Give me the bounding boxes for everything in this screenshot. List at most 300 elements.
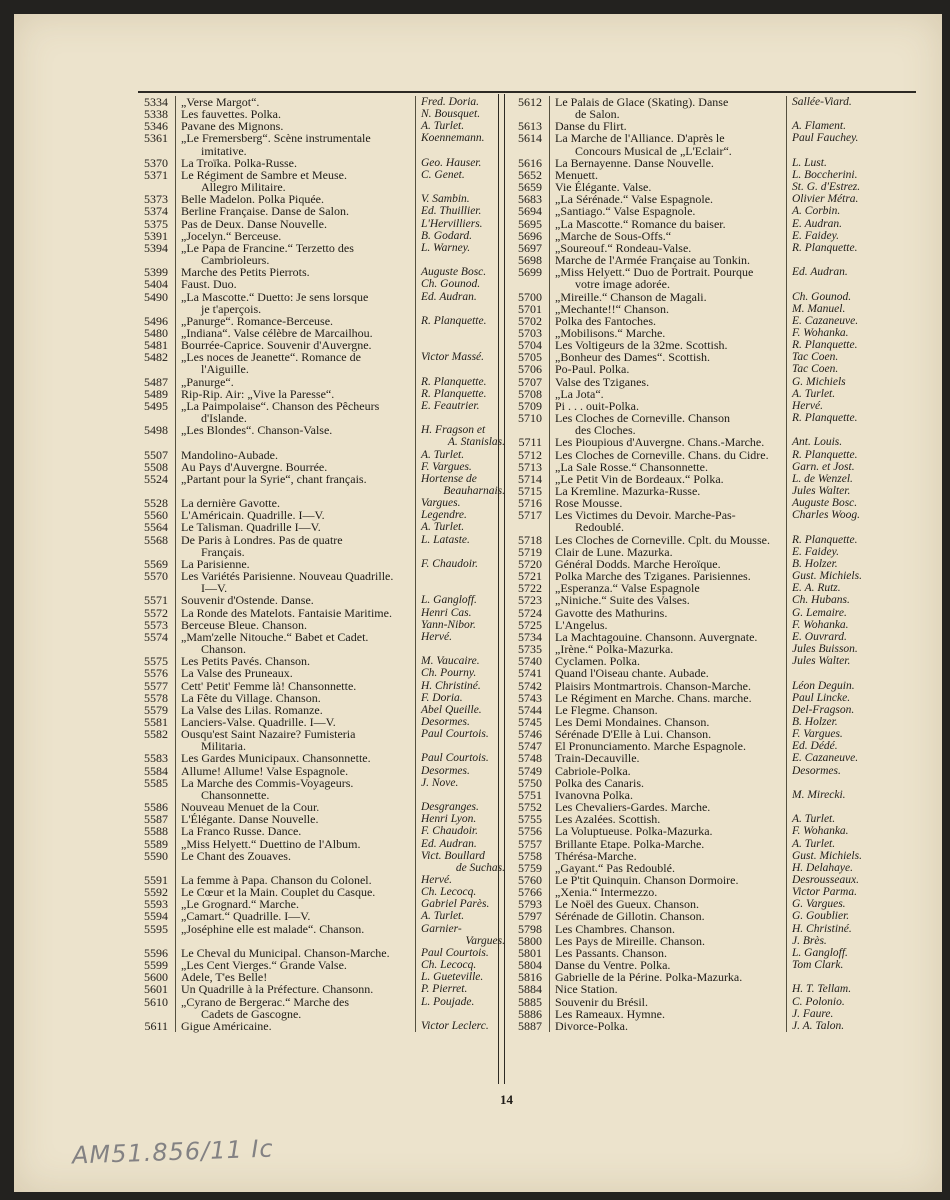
entry-title-text: Les Cloches de Corneville. Cplt. du Mousse.: [555, 532, 770, 547]
composer-name: Desgranges.: [421, 801, 479, 814]
column-rule: [168, 291, 176, 315]
entry-composer: [787, 400, 882, 412]
entry-composer: [787, 242, 882, 254]
column-rule: [542, 363, 550, 375]
column-rule: [542, 497, 550, 509]
entry-title-text: El Pronunciamento. Marche Espagnole.: [555, 739, 746, 754]
entry-title-text: Thérésa-Marche.: [555, 848, 637, 863]
composer-name: St. G. d'Estrez.: [792, 181, 861, 194]
entry-number: 5699: [518, 265, 542, 280]
column-rule: [542, 230, 550, 242]
entry-composer: [787, 740, 882, 752]
column-rule: [542, 607, 550, 619]
entry-composer: [787, 728, 882, 740]
composer-name: Henri Lyon.: [421, 813, 477, 826]
composer-name: Garnier-: [421, 922, 462, 935]
entry-composer: [416, 108, 505, 120]
column-rule: [542, 157, 550, 169]
composer-name: Del-Fragson.: [792, 703, 855, 716]
column-rule: [542, 996, 550, 1008]
column-rule: [542, 266, 550, 290]
entry-title: [550, 509, 782, 533]
entry-title-text: Brillante Etape. Polka-Marche.: [555, 836, 705, 851]
entry-composer: [416, 376, 505, 388]
entry-number: 5591: [144, 873, 168, 887]
entry-number: 5594: [144, 909, 168, 924]
column-rule: [168, 959, 176, 971]
composer-name: N. Bousquet.: [421, 108, 481, 121]
column-rule: [168, 132, 176, 156]
entry-composer: [787, 704, 882, 716]
entry-title-text: „La Mascotte.“ Duetto: Je sens lorsque: [181, 289, 369, 304]
catalog-entry: [512, 96, 882, 120]
composer-name: Vict. Boullard: [421, 849, 485, 862]
entry-title-text: Valse des Tziganes.: [555, 374, 650, 389]
entry-number: 5574: [144, 629, 168, 644]
entry-title-text: Les Voltigeurs de la 32me. Scottish.: [555, 338, 728, 353]
entry-number: 5748: [518, 751, 542, 766]
composer-name: R. Planquette.: [792, 241, 858, 254]
entry-composer: [416, 291, 505, 303]
entry-number: 5495: [144, 398, 168, 413]
entry-title-text: „Esperanza.“ Valse Espagnole: [555, 581, 700, 596]
entry-title-text: „La Sérénade.“ Valse Espagnole.: [555, 192, 714, 207]
column-rule: [542, 740, 550, 752]
column-rule: [168, 96, 176, 108]
entry-title-continuation: l'Aiguille.: [201, 362, 249, 377]
entry-title-text: Les Chambres. Chanson.: [555, 921, 675, 936]
composer-name: A. Turlet.: [421, 521, 465, 534]
composer-name: Ch. Hubans.: [792, 594, 850, 607]
entry-composer: [787, 765, 882, 777]
composer-name: P. Pierret.: [421, 983, 468, 996]
entry-number: 5577: [144, 678, 168, 693]
entry-composer: [416, 692, 505, 704]
entry-title-text: „Panurge“.: [181, 374, 234, 389]
entry-number: 5752: [518, 800, 542, 815]
composer-name: Paul Courtois.: [421, 728, 489, 741]
column-rule: [168, 886, 176, 898]
composer-name: R. Planquette.: [792, 533, 858, 546]
column-rule: [542, 655, 550, 667]
composer-name: Tac Coen.: [792, 363, 839, 376]
column-rule: [168, 825, 176, 837]
entry-number: 5375: [144, 216, 168, 231]
column-rule: [782, 667, 787, 679]
composer-name: A. Flament.: [792, 120, 846, 133]
composer-name: A. Turlet.: [792, 837, 836, 850]
entry-composer: [416, 509, 505, 521]
entry-number: 5708: [518, 386, 542, 401]
entry-composer: [416, 838, 505, 850]
catalog-entry: [512, 412, 882, 436]
column-rule: [542, 534, 550, 546]
entry-title-text: Gavotte des Mathurins.: [555, 605, 668, 620]
entry-number: 5801: [518, 945, 542, 960]
composer-name: Olivier Métra.: [792, 193, 859, 206]
composer-name: L. Lust.: [792, 156, 827, 169]
catalog-entry: [138, 631, 505, 655]
entry-composer: [787, 497, 882, 509]
entry-title-text: Les Rameaux. Hymne.: [555, 1006, 665, 1021]
composer-name: Tom Clark.: [792, 959, 844, 972]
entry-title: [176, 631, 411, 655]
entry-composer: [787, 558, 882, 570]
composer-name: F. Vargues.: [421, 460, 472, 473]
entry-composer: [787, 850, 882, 862]
entry-number: 5757: [518, 836, 542, 851]
entry-number: 5564: [144, 520, 168, 535]
entry-number: 5659: [518, 180, 542, 195]
entry-composer: [416, 971, 505, 983]
column-rule: [542, 813, 550, 825]
entry-title-text: „Joséphine elle est malade“. Chanson.: [181, 921, 365, 936]
column-rule: [542, 862, 550, 874]
composer-name: J. A. Talon.: [792, 1019, 845, 1032]
entry-title-text: „Mireille.“ Chanson de Magali.: [555, 289, 707, 304]
column-rule: [168, 971, 176, 983]
composer-name: Desormes.: [792, 764, 841, 777]
entry-number: 5698: [518, 253, 542, 268]
composer-name: B. Holzer.: [792, 557, 838, 570]
entry-title-text: „Irène.“ Polka-Mazurka.: [555, 642, 674, 657]
column-rule: [542, 838, 550, 850]
entry-number: 5710: [518, 411, 542, 426]
entry-title-continuation: imitative.: [201, 143, 247, 158]
entry-title: [176, 777, 411, 801]
entry-title-text: „Le Grognard.“ Marche.: [181, 897, 299, 912]
column-rule: [542, 546, 550, 558]
entry-composer: [416, 959, 505, 971]
entry-number: 5744: [518, 702, 542, 717]
column-rule: [542, 631, 550, 643]
entry-number: 5487: [144, 374, 168, 389]
entry-number: 5575: [144, 654, 168, 669]
entry-title-text: Général Dodds. Marche Heroïque.: [555, 556, 721, 571]
entry-number: 5571: [144, 593, 168, 608]
column-rule: [542, 388, 550, 400]
column-rule: [542, 120, 550, 132]
entry-title-text: L'Angelus.: [555, 617, 608, 632]
entry-title: [176, 1020, 411, 1032]
entry-composer: [416, 315, 505, 327]
entry-composer: [787, 461, 882, 473]
composer-name: Yann-Nibor.: [421, 618, 476, 631]
entry-title-text: „Jocelyn.“ Berceuse.: [181, 228, 282, 243]
entry-composer: [787, 96, 882, 108]
composer-name: E. A. Rutz.: [792, 582, 841, 595]
entry-number: 5756: [518, 824, 542, 839]
entry-composer: [416, 278, 505, 290]
column-rule: [542, 242, 550, 254]
entry-composer: [416, 388, 505, 400]
entry-composer: [787, 607, 882, 619]
entry-composer: [787, 193, 882, 205]
column-rule: [542, 594, 550, 606]
entry-composer: [416, 680, 505, 692]
column-rule: [168, 327, 176, 339]
column-rule: [542, 886, 550, 898]
composer-name: Desrousseaux.: [792, 874, 859, 886]
composer-name: G. Lemaire.: [792, 606, 847, 619]
entry-title-text: „Niniche.“ Suite des Valses.: [555, 593, 690, 608]
column-rule: [168, 400, 176, 424]
column-rule: [168, 242, 176, 266]
entry-number: 5760: [518, 873, 542, 887]
entry-number: 5373: [144, 192, 168, 207]
entry-composer: [787, 813, 882, 825]
entry-number: 5793: [518, 897, 542, 912]
column-rule: [168, 108, 176, 120]
column-rule: [168, 850, 176, 874]
catalog-entry: [512, 1020, 882, 1032]
entry-composer: [416, 765, 505, 777]
composer-name: Koennemann.: [421, 132, 485, 145]
composer-name: H. Fragson et: [421, 424, 486, 437]
composer-name: V. Sambin.: [421, 193, 470, 206]
entry-number: 5652: [518, 167, 542, 182]
entry-number: 5711: [518, 435, 542, 450]
entry-composer: [416, 825, 505, 837]
entry-title-text: Sérénade D'Elle à Lui. Chanson.: [555, 727, 712, 742]
entry-number: 5481: [144, 338, 168, 353]
entry-title-text: Cyclamen. Polka.: [555, 654, 640, 669]
column-rule: [168, 704, 176, 716]
entry-title-text: Divorce-Polka.: [555, 1018, 628, 1033]
composer-name: Tac Coen.: [792, 351, 839, 364]
column-rule: [168, 947, 176, 959]
column-rule: [542, 570, 550, 582]
entry-number: 5480: [144, 325, 168, 340]
composer-name: Ch. Lecocq.: [421, 959, 477, 972]
composer-name: L. Warney.: [421, 241, 471, 254]
catalog-entry: [138, 534, 505, 558]
entry-title-text: „Miss Helyett.“ Duettino de l'Album.: [181, 836, 361, 851]
entry-number: 5734: [518, 629, 542, 644]
composer-name: F. Chaudoir.: [421, 557, 478, 570]
composer-name: Sallée-Viard.: [792, 96, 852, 108]
composer-name: E. Cazaneuve.: [792, 314, 859, 327]
composer-name: Desormes.: [421, 715, 470, 728]
composer-name: Gabriel Parès.: [421, 898, 490, 911]
column-rule: [542, 400, 550, 412]
entry-title-continuation: Cadets de Gascogne.: [201, 1006, 302, 1021]
entry-composer: [787, 631, 882, 643]
entry-title: [550, 412, 782, 436]
entry-title-text: La Marche des Commis-Voyageurs.: [181, 775, 354, 790]
composer-name: E. Audran.: [792, 217, 842, 230]
column-rule: [168, 607, 176, 619]
entry-composer: [787, 266, 882, 278]
column-rule: [168, 449, 176, 461]
entry-composer: [416, 424, 505, 448]
entry-title-text: La Machtagouine. Chansonn. Auvergnate.: [555, 629, 758, 644]
entry-number: 5713: [518, 459, 542, 474]
composer-name: A. Corbin.: [792, 205, 841, 218]
entry-title-text: „Partant pour la Syrie“, chant français.: [181, 471, 367, 486]
entry-title-text: Polka Marche des Tziganes. Parisiennes.: [555, 569, 751, 584]
entry-number: 5886: [518, 1006, 542, 1021]
entry-composer: [416, 716, 505, 728]
column-rule: [411, 327, 416, 339]
column-rule: [168, 521, 176, 533]
composer-name: Victor Parma.: [792, 886, 857, 899]
entry-number: 5705: [518, 350, 542, 365]
entry-number: 5723: [518, 593, 542, 608]
column-rule: [168, 813, 176, 825]
entry-number: 5745: [518, 714, 542, 729]
column-rule: [542, 254, 550, 266]
catalog-entry: [512, 509, 882, 533]
entry-composer: [787, 485, 882, 497]
composer-name: B. Holzer.: [792, 715, 838, 728]
column-rule: [542, 181, 550, 193]
column-rule: [542, 218, 550, 230]
entry-composer: [416, 983, 505, 995]
column-rule: [542, 96, 550, 120]
composer-name: Auguste Bosc.: [792, 497, 858, 510]
entry-title-text: „Les Cent Vierges.“ Grande Valse.: [181, 958, 347, 973]
entry-number: 5747: [518, 739, 542, 754]
entry-composer: [416, 400, 505, 412]
entry-title-text: La Bernayenne. Danse Nouvelle.: [555, 155, 714, 170]
entry-composer: [787, 120, 882, 132]
composer-name: Vargues.: [421, 497, 461, 510]
entry-number: 5718: [518, 532, 542, 547]
entry-title: [176, 242, 411, 266]
entry-composer: [416, 607, 505, 619]
column-rule: [168, 388, 176, 400]
entry-composer: [787, 181, 882, 193]
entry-title-text: Pavane des Mignons.: [181, 119, 284, 134]
entry-number: 5683: [518, 192, 542, 207]
entry-title-text: Les Azalées. Scottish.: [555, 812, 661, 827]
column-rule: [542, 850, 550, 862]
entry-number: 5399: [144, 265, 168, 280]
composer-name: Ch. Gounod.: [792, 290, 852, 303]
composer-name: A. Turlet.: [792, 813, 836, 826]
entry-title-text: Le Noël des Gueux. Chanson.: [555, 897, 699, 912]
entry-number: 5507: [144, 447, 168, 462]
entry-title-text: Mandolino-Aubade.: [181, 447, 278, 462]
entry-number: 5596: [144, 945, 168, 960]
entry-number: 5742: [518, 678, 542, 693]
column-rule: [542, 667, 550, 679]
entry-number: 5570: [144, 569, 168, 584]
entry-title-continuation: Redoublé.: [575, 520, 624, 535]
entry-number: 5334: [144, 95, 168, 109]
entry-composer: [416, 801, 505, 813]
entry-number: 5716: [518, 496, 542, 511]
entry-number: 5700: [518, 289, 542, 304]
column-rule: [168, 680, 176, 692]
entry-title-text: Les Pioupious d'Auvergne. Chans.-Marche.: [555, 435, 765, 450]
column-rule: [168, 777, 176, 801]
entry-title-text: Les fauvettes. Polka.: [181, 107, 281, 122]
entry-composer: [416, 667, 505, 679]
right-column: [512, 96, 882, 1032]
entry-title: [176, 351, 411, 375]
entry-composer: [787, 582, 882, 594]
entry-title-text: La Ronde des Matelots. Fantaisie Maritime.: [181, 605, 392, 620]
entry-number: 5370: [144, 155, 168, 170]
catalog-entry: [138, 242, 505, 266]
entry-composer: [416, 886, 505, 898]
column-rule: [168, 570, 176, 594]
composer-name: R. Planquette.: [792, 448, 858, 461]
entry-title-text: Les Variétés Parisienne. Nouveau Quadrille.: [181, 569, 394, 584]
entry-composer: [416, 655, 505, 667]
composer-name: Abel Queille.: [421, 703, 482, 716]
catalog-entry: [138, 291, 505, 315]
composer-name: M. Vaucaire.: [421, 655, 480, 668]
composer-name: F. Wohanka.: [792, 825, 849, 838]
entry-title-text: „Santiago.“ Valse Espagnole.: [555, 204, 696, 219]
column-rule: [168, 996, 176, 1020]
column-rule: [542, 1008, 550, 1020]
column-rule: [168, 765, 176, 777]
entry-title: [550, 1020, 782, 1032]
entry-composer: [416, 351, 505, 363]
entry-number: 5797: [518, 909, 542, 924]
catalog-entry: [512, 266, 882, 290]
entry-title-text: „Les Blondes“. Chanson-Valse.: [181, 423, 333, 438]
composer-name: L. Gangloff.: [421, 594, 477, 607]
entry-title: [176, 291, 411, 315]
catalog-entry: [138, 777, 505, 801]
composer-name: L. Lataste.: [421, 533, 470, 546]
composer-name: Ant. Louis.: [792, 436, 843, 449]
entry-title-text: „Le Papa de Francine.“ Terzetto des: [181, 240, 354, 255]
entry-composer: [787, 996, 882, 1008]
entry-composer: [787, 388, 882, 400]
entry-number: 5600: [144, 970, 168, 985]
entry-number: 5759: [518, 860, 542, 875]
entry-title-text: Les Chevaliers-Gardes. Marche.: [555, 800, 711, 815]
column-rule: [542, 777, 550, 789]
entry-number: 5524: [144, 471, 168, 486]
composer-name-continuation: de Suchas.: [455, 861, 505, 874]
entry-number: 5766: [518, 885, 542, 900]
column-rule: [168, 910, 176, 922]
entry-composer: [787, 230, 882, 242]
entry-composer: [416, 242, 505, 254]
column-rule: [168, 534, 176, 558]
composer-name: J. Nove.: [421, 776, 459, 789]
entry-number: 5816: [518, 970, 542, 985]
entry-title-text: Faust. Duo.: [181, 277, 237, 292]
entry-number: 5749: [518, 763, 542, 778]
entry-number: 5722: [518, 581, 542, 596]
entry-title-text: „La Sale Rosse.“ Chansonnette.: [555, 459, 708, 474]
composer-name: Ed. Audran.: [421, 290, 477, 303]
entry-composer: [787, 546, 882, 558]
entry-title-text: Menuett.: [555, 167, 598, 182]
entry-composer: [787, 570, 882, 582]
entry-title-text: „Verse Margot“.: [181, 95, 260, 109]
column-rule: [542, 971, 550, 983]
composer-name: F. Wohanka.: [792, 326, 849, 339]
entry-composer: [416, 473, 505, 497]
entry-title-text: La Franco Russe. Dance.: [181, 824, 302, 839]
composer-name: F. Chaudoir.: [421, 825, 478, 838]
composer-name: Paul Fauchey.: [792, 132, 859, 145]
column-rule: [542, 923, 550, 935]
entry-composer: [787, 351, 882, 363]
entry-title-text: Cett' Petit' Femme là! Chansonnette.: [181, 678, 357, 693]
entry-title-text: Train-Decauville.: [555, 751, 640, 766]
composer-name: M. Manuel.: [792, 302, 846, 315]
